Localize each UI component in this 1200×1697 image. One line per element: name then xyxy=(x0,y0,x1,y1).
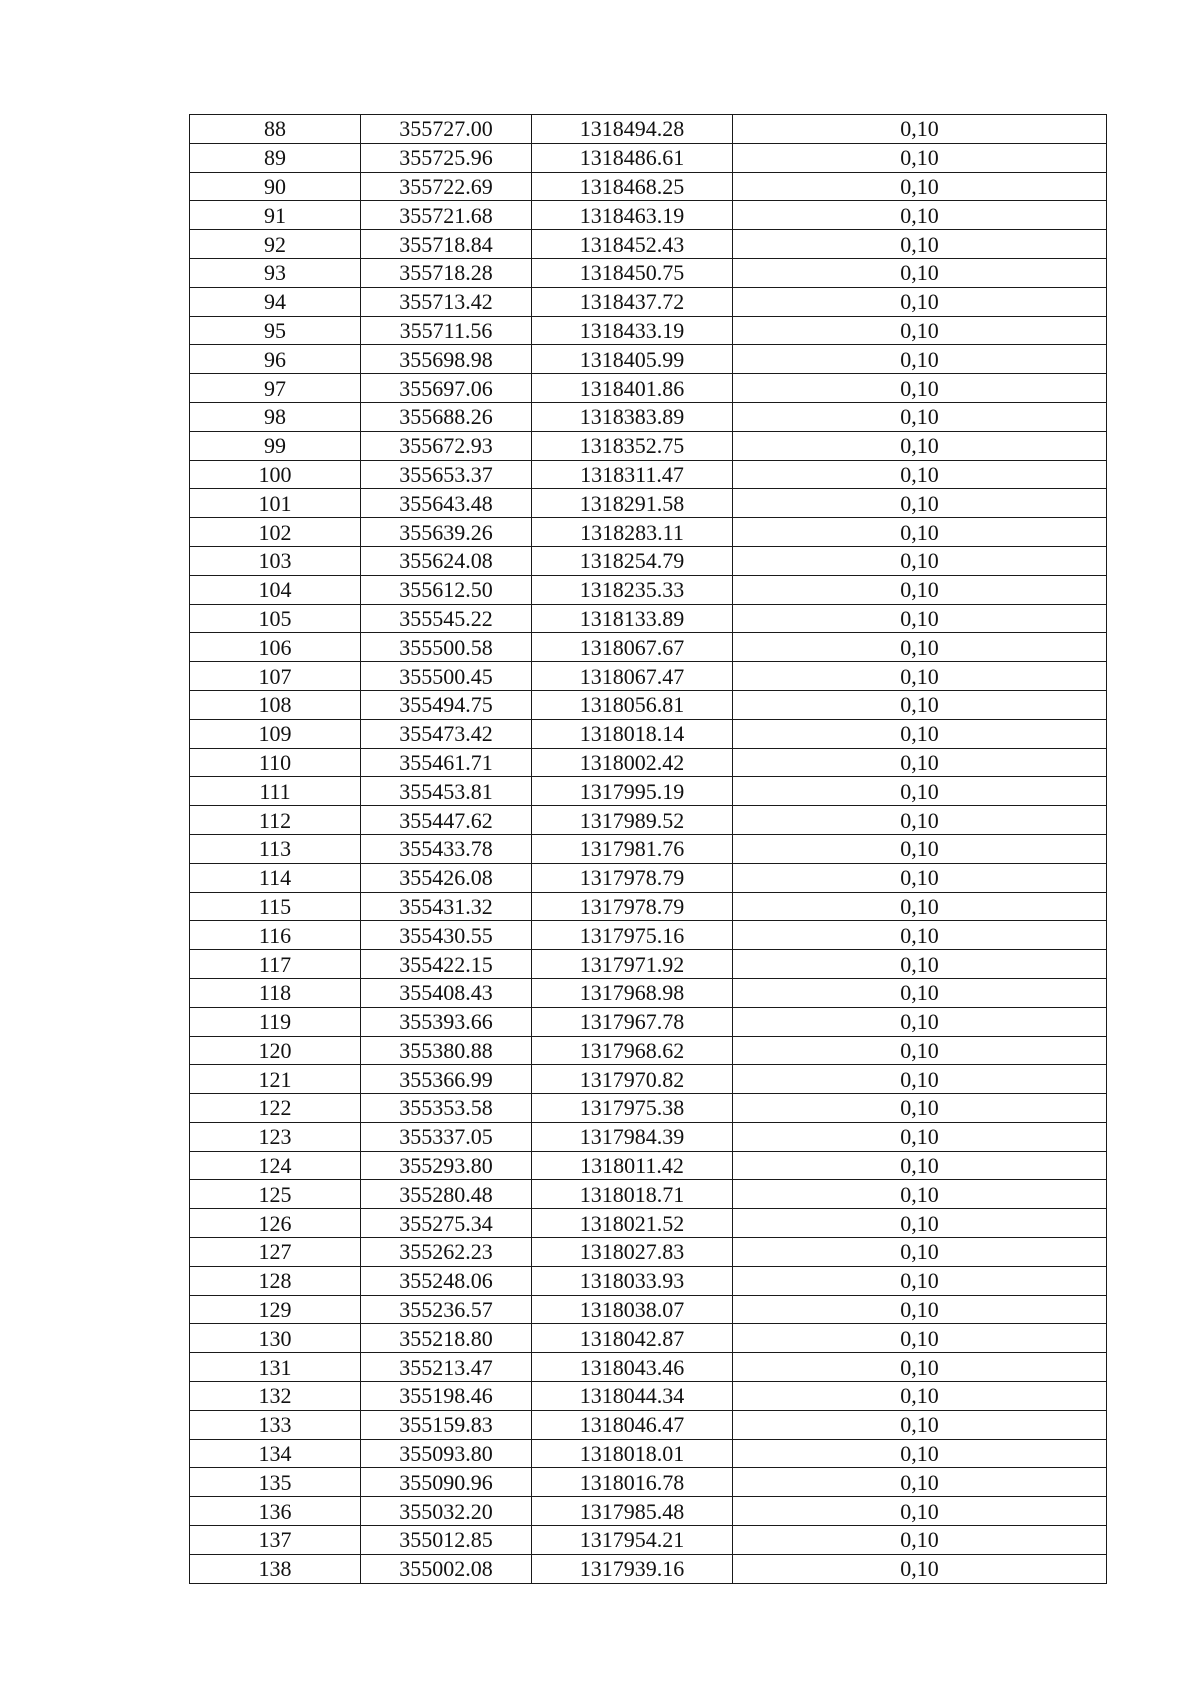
table-row xyxy=(190,546,1107,575)
accuracy-cell: 0,10 xyxy=(733,518,1107,547)
table-row xyxy=(190,1180,1107,1209)
x-coordinate-cell: 355653.37 xyxy=(361,460,532,489)
accuracy-cell: 0,10 xyxy=(733,460,1107,489)
coordinates-table-body xyxy=(190,115,1107,1584)
x-coordinate-cell: 355236.57 xyxy=(361,1295,532,1324)
point-number-cell: 127 xyxy=(190,1238,361,1267)
point-number-cell: 107 xyxy=(190,662,361,691)
point-number-cell: 88 xyxy=(190,115,361,144)
accuracy-cell: 0,10 xyxy=(733,719,1107,748)
y-coordinate-cell: 1318046.47 xyxy=(532,1410,733,1439)
accuracy-cell: 0,10 xyxy=(733,1295,1107,1324)
point-number-cell: 121 xyxy=(190,1065,361,1094)
table-row xyxy=(190,1151,1107,1180)
accuracy-cell: 0,10 xyxy=(733,1468,1107,1497)
y-coordinate-cell: 1318494.28 xyxy=(532,115,733,144)
table-row xyxy=(190,518,1107,547)
y-coordinate-cell: 1318033.93 xyxy=(532,1266,733,1295)
x-coordinate-cell: 355453.81 xyxy=(361,777,532,806)
table-row xyxy=(190,143,1107,172)
y-coordinate-cell: 1318002.42 xyxy=(532,748,733,777)
point-number-cell: 101 xyxy=(190,489,361,518)
point-number-cell: 115 xyxy=(190,892,361,921)
accuracy-cell: 0,10 xyxy=(733,777,1107,806)
accuracy-cell: 0,10 xyxy=(733,1497,1107,1526)
table-row xyxy=(190,489,1107,518)
y-coordinate-cell: 1318044.34 xyxy=(532,1382,733,1411)
x-coordinate-cell: 355718.28 xyxy=(361,258,532,287)
point-number-cell: 128 xyxy=(190,1266,361,1295)
table-row xyxy=(190,690,1107,719)
table-row xyxy=(190,431,1107,460)
table-row xyxy=(190,748,1107,777)
x-coordinate-cell: 355248.06 xyxy=(361,1266,532,1295)
table-row xyxy=(190,950,1107,979)
y-coordinate-cell: 1318021.52 xyxy=(532,1209,733,1238)
point-number-cell: 131 xyxy=(190,1353,361,1382)
y-coordinate-cell: 1318027.83 xyxy=(532,1238,733,1267)
accuracy-cell: 0,10 xyxy=(733,690,1107,719)
table-row xyxy=(190,1526,1107,1555)
x-coordinate-cell: 355380.88 xyxy=(361,1036,532,1065)
accuracy-cell: 0,10 xyxy=(733,115,1107,144)
y-coordinate-cell: 1318016.78 xyxy=(532,1468,733,1497)
y-coordinate-cell: 1317975.38 xyxy=(532,1094,733,1123)
point-number-cell: 89 xyxy=(190,143,361,172)
accuracy-cell: 0,10 xyxy=(733,1209,1107,1238)
y-coordinate-cell: 1317971.92 xyxy=(532,950,733,979)
accuracy-cell: 0,10 xyxy=(733,374,1107,403)
x-coordinate-cell: 355722.69 xyxy=(361,172,532,201)
point-number-cell: 137 xyxy=(190,1526,361,1555)
point-number-cell: 104 xyxy=(190,575,361,604)
x-coordinate-cell: 355612.50 xyxy=(361,575,532,604)
y-coordinate-cell: 1318452.43 xyxy=(532,230,733,259)
table-row xyxy=(190,201,1107,230)
y-coordinate-cell: 1317995.19 xyxy=(532,777,733,806)
y-coordinate-cell: 1317981.76 xyxy=(532,834,733,863)
x-coordinate-cell: 355713.42 xyxy=(361,287,532,316)
x-coordinate-cell: 355494.75 xyxy=(361,690,532,719)
table-row xyxy=(190,1353,1107,1382)
point-number-cell: 106 xyxy=(190,633,361,662)
accuracy-cell: 0,10 xyxy=(733,258,1107,287)
accuracy-cell: 0,10 xyxy=(733,604,1107,633)
table-row xyxy=(190,402,1107,431)
accuracy-cell: 0,10 xyxy=(733,834,1107,863)
accuracy-cell: 0,10 xyxy=(733,230,1107,259)
accuracy-cell: 0,10 xyxy=(733,1526,1107,1555)
table-row xyxy=(190,1554,1107,1583)
accuracy-cell: 0,10 xyxy=(733,1266,1107,1295)
table-row xyxy=(190,1266,1107,1295)
point-number-cell: 105 xyxy=(190,604,361,633)
y-coordinate-cell: 1318486.61 xyxy=(532,143,733,172)
point-number-cell: 117 xyxy=(190,950,361,979)
y-coordinate-cell: 1318042.87 xyxy=(532,1324,733,1353)
y-coordinate-cell: 1318056.81 xyxy=(532,690,733,719)
x-coordinate-cell: 355337.05 xyxy=(361,1122,532,1151)
x-coordinate-cell: 355473.42 xyxy=(361,719,532,748)
table-row xyxy=(190,921,1107,950)
point-number-cell: 129 xyxy=(190,1295,361,1324)
accuracy-cell: 0,10 xyxy=(733,633,1107,662)
accuracy-cell: 0,10 xyxy=(733,287,1107,316)
accuracy-cell: 0,10 xyxy=(733,1094,1107,1123)
y-coordinate-cell: 1317968.62 xyxy=(532,1036,733,1065)
point-number-cell: 103 xyxy=(190,546,361,575)
x-coordinate-cell: 355672.93 xyxy=(361,431,532,460)
table-row xyxy=(190,316,1107,345)
table-row xyxy=(190,460,1107,489)
accuracy-cell: 0,10 xyxy=(733,316,1107,345)
table-row xyxy=(190,834,1107,863)
y-coordinate-cell: 1317984.39 xyxy=(532,1122,733,1151)
x-coordinate-cell: 355090.96 xyxy=(361,1468,532,1497)
table-row xyxy=(190,1007,1107,1036)
point-number-cell: 138 xyxy=(190,1554,361,1583)
x-coordinate-cell: 355422.15 xyxy=(361,950,532,979)
point-number-cell: 98 xyxy=(190,402,361,431)
table-row xyxy=(190,1209,1107,1238)
table-row xyxy=(190,1122,1107,1151)
y-coordinate-cell: 1317985.48 xyxy=(532,1497,733,1526)
point-number-cell: 122 xyxy=(190,1094,361,1123)
accuracy-cell: 0,10 xyxy=(733,1151,1107,1180)
x-coordinate-cell: 355213.47 xyxy=(361,1353,532,1382)
y-coordinate-cell: 1317978.79 xyxy=(532,892,733,921)
point-number-cell: 112 xyxy=(190,806,361,835)
x-coordinate-cell: 355280.48 xyxy=(361,1180,532,1209)
point-number-cell: 95 xyxy=(190,316,361,345)
y-coordinate-cell: 1317968.98 xyxy=(532,978,733,1007)
point-number-cell: 90 xyxy=(190,172,361,201)
table-row xyxy=(190,1065,1107,1094)
x-coordinate-cell: 355697.06 xyxy=(361,374,532,403)
point-number-cell: 119 xyxy=(190,1007,361,1036)
x-coordinate-cell: 355698.98 xyxy=(361,345,532,374)
accuracy-cell: 0,10 xyxy=(733,575,1107,604)
x-coordinate-cell: 355198.46 xyxy=(361,1382,532,1411)
table-row xyxy=(190,172,1107,201)
table-row xyxy=(190,892,1107,921)
accuracy-cell: 0,10 xyxy=(733,1007,1107,1036)
table-row xyxy=(190,1468,1107,1497)
x-coordinate-cell: 355393.66 xyxy=(361,1007,532,1036)
y-coordinate-cell: 1318018.01 xyxy=(532,1439,733,1468)
point-number-cell: 136 xyxy=(190,1497,361,1526)
point-number-cell: 94 xyxy=(190,287,361,316)
point-number-cell: 110 xyxy=(190,748,361,777)
y-coordinate-cell: 1318311.47 xyxy=(532,460,733,489)
accuracy-cell: 0,10 xyxy=(733,950,1107,979)
y-coordinate-cell: 1318401.86 xyxy=(532,374,733,403)
table-row xyxy=(190,345,1107,374)
table-row xyxy=(190,719,1107,748)
y-coordinate-cell: 1318018.14 xyxy=(532,719,733,748)
y-coordinate-cell: 1318450.75 xyxy=(532,258,733,287)
x-coordinate-cell: 355500.45 xyxy=(361,662,532,691)
x-coordinate-cell: 355293.80 xyxy=(361,1151,532,1180)
accuracy-cell: 0,10 xyxy=(733,1554,1107,1583)
y-coordinate-cell: 1317978.79 xyxy=(532,863,733,892)
y-coordinate-cell: 1318067.47 xyxy=(532,662,733,691)
table-row xyxy=(190,1295,1107,1324)
table-row xyxy=(190,1439,1107,1468)
table-row xyxy=(190,633,1107,662)
point-number-cell: 97 xyxy=(190,374,361,403)
x-coordinate-cell: 355447.62 xyxy=(361,806,532,835)
table-row xyxy=(190,258,1107,287)
y-coordinate-cell: 1318038.07 xyxy=(532,1295,733,1324)
x-coordinate-cell: 355431.32 xyxy=(361,892,532,921)
y-coordinate-cell: 1318133.89 xyxy=(532,604,733,633)
point-number-cell: 124 xyxy=(190,1151,361,1180)
point-number-cell: 135 xyxy=(190,1468,361,1497)
point-number-cell: 111 xyxy=(190,777,361,806)
x-coordinate-cell: 355002.08 xyxy=(361,1554,532,1583)
accuracy-cell: 0,10 xyxy=(733,489,1107,518)
point-number-cell: 113 xyxy=(190,834,361,863)
table-row xyxy=(190,1238,1107,1267)
accuracy-cell: 0,10 xyxy=(733,1036,1107,1065)
point-number-cell: 93 xyxy=(190,258,361,287)
table-row xyxy=(190,604,1107,633)
accuracy-cell: 0,10 xyxy=(733,345,1107,374)
x-coordinate-cell: 355433.78 xyxy=(361,834,532,863)
y-coordinate-cell: 1318254.79 xyxy=(532,546,733,575)
point-number-cell: 118 xyxy=(190,978,361,1007)
accuracy-cell: 0,10 xyxy=(733,748,1107,777)
point-number-cell: 102 xyxy=(190,518,361,547)
y-coordinate-cell: 1317954.21 xyxy=(532,1526,733,1555)
table-row xyxy=(190,662,1107,691)
accuracy-cell: 0,10 xyxy=(733,1324,1107,1353)
point-number-cell: 130 xyxy=(190,1324,361,1353)
x-coordinate-cell: 355275.34 xyxy=(361,1209,532,1238)
y-coordinate-cell: 1318468.25 xyxy=(532,172,733,201)
y-coordinate-cell: 1318235.33 xyxy=(532,575,733,604)
accuracy-cell: 0,10 xyxy=(733,546,1107,575)
point-number-cell: 120 xyxy=(190,1036,361,1065)
point-number-cell: 134 xyxy=(190,1439,361,1468)
y-coordinate-cell: 1318043.46 xyxy=(532,1353,733,1382)
point-number-cell: 133 xyxy=(190,1410,361,1439)
table-row xyxy=(190,1382,1107,1411)
accuracy-cell: 0,10 xyxy=(733,172,1107,201)
table-row xyxy=(190,374,1107,403)
point-number-cell: 125 xyxy=(190,1180,361,1209)
accuracy-cell: 0,10 xyxy=(733,1122,1107,1151)
point-number-cell: 100 xyxy=(190,460,361,489)
table-row xyxy=(190,1324,1107,1353)
x-coordinate-cell: 355725.96 xyxy=(361,143,532,172)
x-coordinate-cell: 355408.43 xyxy=(361,978,532,1007)
x-coordinate-cell: 355159.83 xyxy=(361,1410,532,1439)
accuracy-cell: 0,10 xyxy=(733,1353,1107,1382)
table-row xyxy=(190,115,1107,144)
accuracy-cell: 0,10 xyxy=(733,1180,1107,1209)
accuracy-cell: 0,10 xyxy=(733,1382,1107,1411)
x-coordinate-cell: 355032.20 xyxy=(361,1497,532,1526)
table-row xyxy=(190,863,1107,892)
point-number-cell: 132 xyxy=(190,1382,361,1411)
point-number-cell: 126 xyxy=(190,1209,361,1238)
table-row xyxy=(190,1410,1107,1439)
accuracy-cell: 0,10 xyxy=(733,431,1107,460)
x-coordinate-cell: 355711.56 xyxy=(361,316,532,345)
table-row xyxy=(190,575,1107,604)
x-coordinate-cell: 355718.84 xyxy=(361,230,532,259)
accuracy-cell: 0,10 xyxy=(733,662,1107,691)
accuracy-cell: 0,10 xyxy=(733,1065,1107,1094)
x-coordinate-cell: 355366.99 xyxy=(361,1065,532,1094)
x-coordinate-cell: 355093.80 xyxy=(361,1439,532,1468)
point-number-cell: 109 xyxy=(190,719,361,748)
y-coordinate-cell: 1317989.52 xyxy=(532,806,733,835)
point-number-cell: 114 xyxy=(190,863,361,892)
x-coordinate-cell: 355721.68 xyxy=(361,201,532,230)
x-coordinate-cell: 355624.08 xyxy=(361,546,532,575)
accuracy-cell: 0,10 xyxy=(733,892,1107,921)
y-coordinate-cell: 1318463.19 xyxy=(532,201,733,230)
point-number-cell: 99 xyxy=(190,431,361,460)
accuracy-cell: 0,10 xyxy=(733,863,1107,892)
accuracy-cell: 0,10 xyxy=(733,143,1107,172)
point-number-cell: 116 xyxy=(190,921,361,950)
point-number-cell: 91 xyxy=(190,201,361,230)
y-coordinate-cell: 1317970.82 xyxy=(532,1065,733,1094)
accuracy-cell: 0,10 xyxy=(733,201,1107,230)
x-coordinate-cell: 355012.85 xyxy=(361,1526,532,1555)
y-coordinate-cell: 1317939.16 xyxy=(532,1554,733,1583)
x-coordinate-cell: 355639.26 xyxy=(361,518,532,547)
accuracy-cell: 0,10 xyxy=(733,921,1107,950)
table-row xyxy=(190,1497,1107,1526)
x-coordinate-cell: 355500.58 xyxy=(361,633,532,662)
x-coordinate-cell: 355688.26 xyxy=(361,402,532,431)
point-number-cell: 123 xyxy=(190,1122,361,1151)
coordinates-table xyxy=(189,114,1107,1584)
x-coordinate-cell: 355727.00 xyxy=(361,115,532,144)
table-row xyxy=(190,1036,1107,1065)
table-row xyxy=(190,230,1107,259)
y-coordinate-cell: 1318383.89 xyxy=(532,402,733,431)
accuracy-cell: 0,10 xyxy=(733,978,1107,1007)
y-coordinate-cell: 1318283.11 xyxy=(532,518,733,547)
x-coordinate-cell: 355262.23 xyxy=(361,1238,532,1267)
x-coordinate-cell: 355430.55 xyxy=(361,921,532,950)
y-coordinate-cell: 1317975.16 xyxy=(532,921,733,950)
accuracy-cell: 0,10 xyxy=(733,1238,1107,1267)
x-coordinate-cell: 355353.58 xyxy=(361,1094,532,1123)
accuracy-cell: 0,10 xyxy=(733,1410,1107,1439)
point-number-cell: 108 xyxy=(190,690,361,719)
point-number-cell: 96 xyxy=(190,345,361,374)
y-coordinate-cell: 1318433.19 xyxy=(532,316,733,345)
y-coordinate-cell: 1318067.67 xyxy=(532,633,733,662)
accuracy-cell: 0,10 xyxy=(733,1439,1107,1468)
accuracy-cell: 0,10 xyxy=(733,402,1107,431)
table-row xyxy=(190,806,1107,835)
table-row xyxy=(190,1094,1107,1123)
x-coordinate-cell: 355545.22 xyxy=(361,604,532,633)
y-coordinate-cell: 1318405.99 xyxy=(532,345,733,374)
point-number-cell: 92 xyxy=(190,230,361,259)
y-coordinate-cell: 1317967.78 xyxy=(532,1007,733,1036)
x-coordinate-cell: 355461.71 xyxy=(361,748,532,777)
table-row xyxy=(190,777,1107,806)
x-coordinate-cell: 355426.08 xyxy=(361,863,532,892)
y-coordinate-cell: 1318018.71 xyxy=(532,1180,733,1209)
y-coordinate-cell: 1318291.58 xyxy=(532,489,733,518)
accuracy-cell: 0,10 xyxy=(733,806,1107,835)
x-coordinate-cell: 355643.48 xyxy=(361,489,532,518)
y-coordinate-cell: 1318011.42 xyxy=(532,1151,733,1180)
table-row xyxy=(190,287,1107,316)
y-coordinate-cell: 1318352.75 xyxy=(532,431,733,460)
y-coordinate-cell: 1318437.72 xyxy=(532,287,733,316)
x-coordinate-cell: 355218.80 xyxy=(361,1324,532,1353)
table-row xyxy=(190,978,1107,1007)
